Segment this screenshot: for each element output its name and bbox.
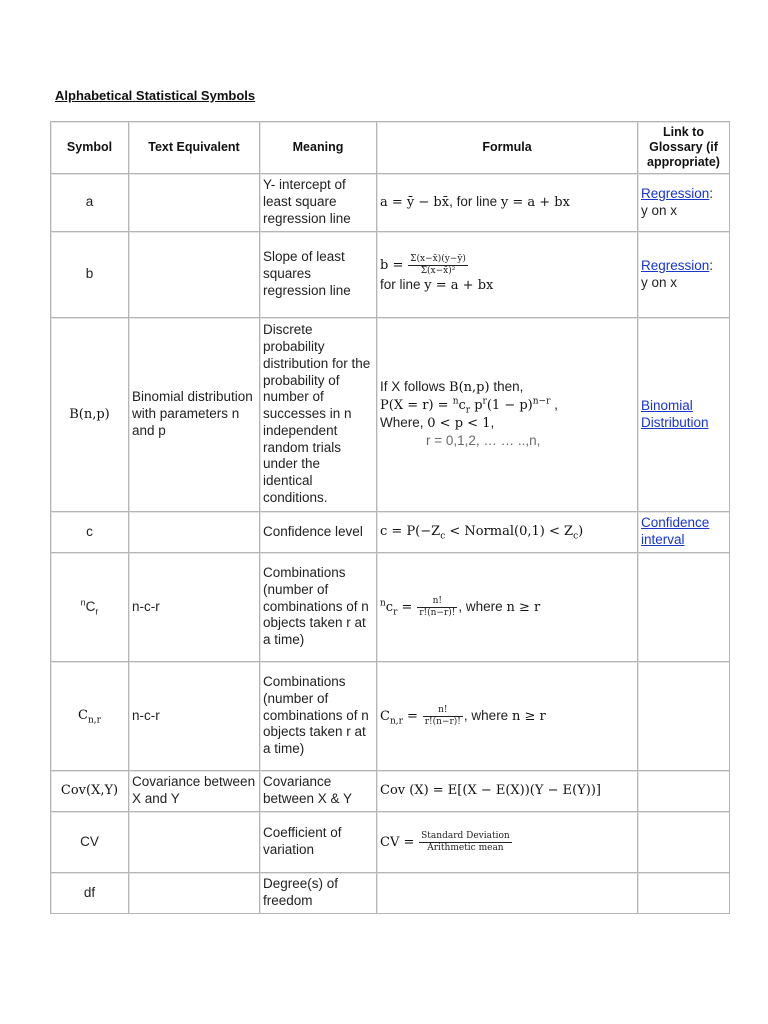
formula-math: Cov (X) = E[(X − E(X))(Y − E(Y))] xyxy=(380,783,601,799)
link-cell xyxy=(638,512,730,553)
text-equivalent-cell xyxy=(129,512,260,553)
table-row xyxy=(51,318,730,512)
formula-text: , where xyxy=(463,707,509,723)
formula-sub: n,r xyxy=(389,716,403,727)
formula-range: r = 0,1,2, … … ..,n, xyxy=(426,432,541,448)
link-cell xyxy=(638,812,730,873)
formula-math: B(n,p) xyxy=(449,380,490,396)
pmf-r: r xyxy=(465,405,471,416)
symbol-cell: df xyxy=(51,873,129,914)
link-cell xyxy=(638,232,730,318)
formula-math: n ≥ r xyxy=(506,599,541,615)
formula-text: , where xyxy=(458,598,503,614)
formula-text: , for line xyxy=(449,193,498,209)
pmf-c: c xyxy=(458,398,466,414)
symbol-sub: n,r xyxy=(87,715,101,726)
pmf-exp: n−r xyxy=(532,396,551,407)
link-cell xyxy=(638,662,730,771)
glossary-link-binomial-distribution[interactable]: Binomial Distribution xyxy=(641,397,709,430)
table-row xyxy=(51,873,730,914)
table-row xyxy=(51,232,730,318)
formula-math: a = ȳ − bx̄ xyxy=(380,194,450,210)
formula-cell xyxy=(377,318,638,512)
formula-cell xyxy=(377,812,638,873)
formula-math: y = a + bx xyxy=(424,278,494,294)
header-symbol: Symbol xyxy=(51,122,129,174)
symbol-math: Cov(X,Y) xyxy=(60,783,119,799)
table-row xyxy=(51,662,730,771)
symbol-math: B(n,p) xyxy=(69,406,110,422)
link-extra: y on x xyxy=(641,274,678,290)
meaning-cell: Degree(s) of freedom xyxy=(260,873,377,914)
table-row xyxy=(51,174,730,232)
formula-part: < Normal(0,1) < Z xyxy=(445,524,574,540)
formula-eq: = xyxy=(402,708,418,724)
formula-text: then, xyxy=(493,379,524,395)
meaning-cell: Discrete probability distribution for the probability of number of successes in n independent random trials under the identical conditions. xyxy=(260,318,377,512)
fraction-numerator: n! xyxy=(417,596,457,608)
link-cell xyxy=(638,553,730,662)
fraction-numerator: n! xyxy=(423,705,463,717)
table-row xyxy=(51,771,730,812)
symbol-pre: n xyxy=(80,597,86,608)
link-cell xyxy=(638,318,730,512)
formula-cell xyxy=(377,174,638,232)
symbol-sub: r xyxy=(95,606,99,617)
text-equivalent-cell: Binomial distribution with parameters n and p xyxy=(129,318,260,512)
formula-eq: = xyxy=(397,599,413,615)
meaning-cell: Combinations (number of combinations of n objects taken r at a time) xyxy=(260,553,377,662)
symbol-cell: b xyxy=(51,232,129,318)
page-title: Alphabetical Statistical Symbols xyxy=(55,88,256,103)
header-text-equivalent: Text Equivalent xyxy=(129,122,260,174)
fraction-denominator: Arithmetic mean xyxy=(427,842,504,853)
formula-math: b = xyxy=(380,258,404,274)
formula-c: c xyxy=(385,599,394,615)
cv-fraction xyxy=(419,831,512,854)
formula-math xyxy=(380,598,413,618)
formula-cell xyxy=(377,232,638,318)
meaning-cell: Y- intercept of least square regression line xyxy=(260,174,377,232)
formula-cell xyxy=(377,553,638,662)
fraction-denominator: r!(n−r)! xyxy=(424,716,461,727)
meaning-cell: Covariance between X & Y xyxy=(260,771,377,812)
symbol-cell: c xyxy=(51,512,129,553)
symbol-cell: CV xyxy=(51,812,129,873)
pmf-p: p xyxy=(470,398,483,414)
text-equivalent-cell xyxy=(129,232,260,318)
meaning-cell: Confidence level xyxy=(260,512,377,553)
formula-text: , xyxy=(554,397,558,413)
symbol-cell xyxy=(51,771,129,812)
symbol-cell xyxy=(51,662,129,771)
formula-math xyxy=(380,524,584,542)
glossary-link-confidence-interval[interactable]: Confidence interval xyxy=(641,515,710,547)
text-equivalent-cell: n-c-r xyxy=(129,662,260,771)
symbol-main: C xyxy=(78,708,88,724)
formula-sub: c xyxy=(573,531,579,542)
formula-text: Where, xyxy=(380,415,424,430)
symbol-cell xyxy=(51,553,129,662)
link-cell xyxy=(638,174,730,232)
formula-cell xyxy=(377,771,638,812)
text-equivalent-cell xyxy=(129,812,260,873)
formula-math: y = a + bx xyxy=(500,194,570,210)
formula-cell xyxy=(377,512,638,553)
symbol-cell: a xyxy=(51,174,129,232)
header-meaning: Meaning xyxy=(260,122,377,174)
glossary-link-regression[interactable]: Regression xyxy=(641,257,710,273)
glossary-link-regression[interactable]: Regression xyxy=(641,185,710,201)
text-equivalent-cell: Covariance between X and Y xyxy=(129,771,260,812)
meaning-cell: Combinations (number of combinations of n objects taken r at a time) xyxy=(260,662,377,771)
formula-c: C xyxy=(380,708,390,724)
formula-cell xyxy=(377,662,638,771)
link-suffix: : xyxy=(709,257,714,273)
table-row xyxy=(51,553,730,662)
formula-part: ) xyxy=(578,524,584,540)
formula-cell xyxy=(377,873,638,914)
formula-math xyxy=(380,708,418,727)
text-equivalent-cell xyxy=(129,873,260,914)
symbol-math xyxy=(78,708,101,726)
formula-text: If X follows xyxy=(380,379,446,395)
header-formula: Formula xyxy=(377,122,638,174)
formula-sub: c xyxy=(440,531,446,542)
link-cell xyxy=(638,771,730,812)
formula-math: n ≥ r xyxy=(511,708,546,724)
combination-fraction xyxy=(417,596,457,619)
fraction-numerator: Σ(x−x̄)(y−ȳ) xyxy=(410,254,466,265)
fraction-denominator: r!(n−r)! xyxy=(419,607,456,618)
link-extra: y on x xyxy=(641,202,678,218)
header-link: Link to Glossary (if appropriate) xyxy=(638,122,730,174)
formula-math: 0 < p < 1 xyxy=(427,416,491,431)
symbols-table xyxy=(50,121,730,914)
pmf-lhs: P(X = r) = xyxy=(380,398,453,414)
symbol-cell xyxy=(51,318,129,512)
table-row xyxy=(51,812,730,873)
formula-text: for line xyxy=(380,277,421,293)
text-equivalent-cell xyxy=(129,174,260,232)
combination-fraction xyxy=(423,705,463,728)
fraction-numerator: Standard Deviation xyxy=(421,830,510,841)
table-row xyxy=(51,512,730,553)
text-equivalent-cell: n-c-r xyxy=(129,553,260,662)
link-cell xyxy=(638,873,730,914)
formula-pre: n xyxy=(380,598,386,609)
fraction-denominator: Σ(x−x̄)² xyxy=(420,266,456,277)
formula-sub: r xyxy=(393,607,398,618)
formula-math: CV = xyxy=(380,834,415,850)
formula-text: , xyxy=(490,415,495,430)
meaning-cell: Coefficient of variation xyxy=(260,812,377,873)
table-header-row xyxy=(51,122,730,174)
link-suffix: : xyxy=(709,185,714,201)
meaning-cell: Slope of least squares regression line xyxy=(260,232,377,318)
slope-fraction xyxy=(408,254,468,277)
binomial-pmf: $P(X = r) = ^nc_r$ $p^r(1 - p)^{n-r}$ xyxy=(380,396,551,416)
formula-part: c = P(−Z xyxy=(380,524,441,540)
pmf-rest: (1 − p) xyxy=(486,398,533,414)
symbol-main: C xyxy=(85,598,96,614)
